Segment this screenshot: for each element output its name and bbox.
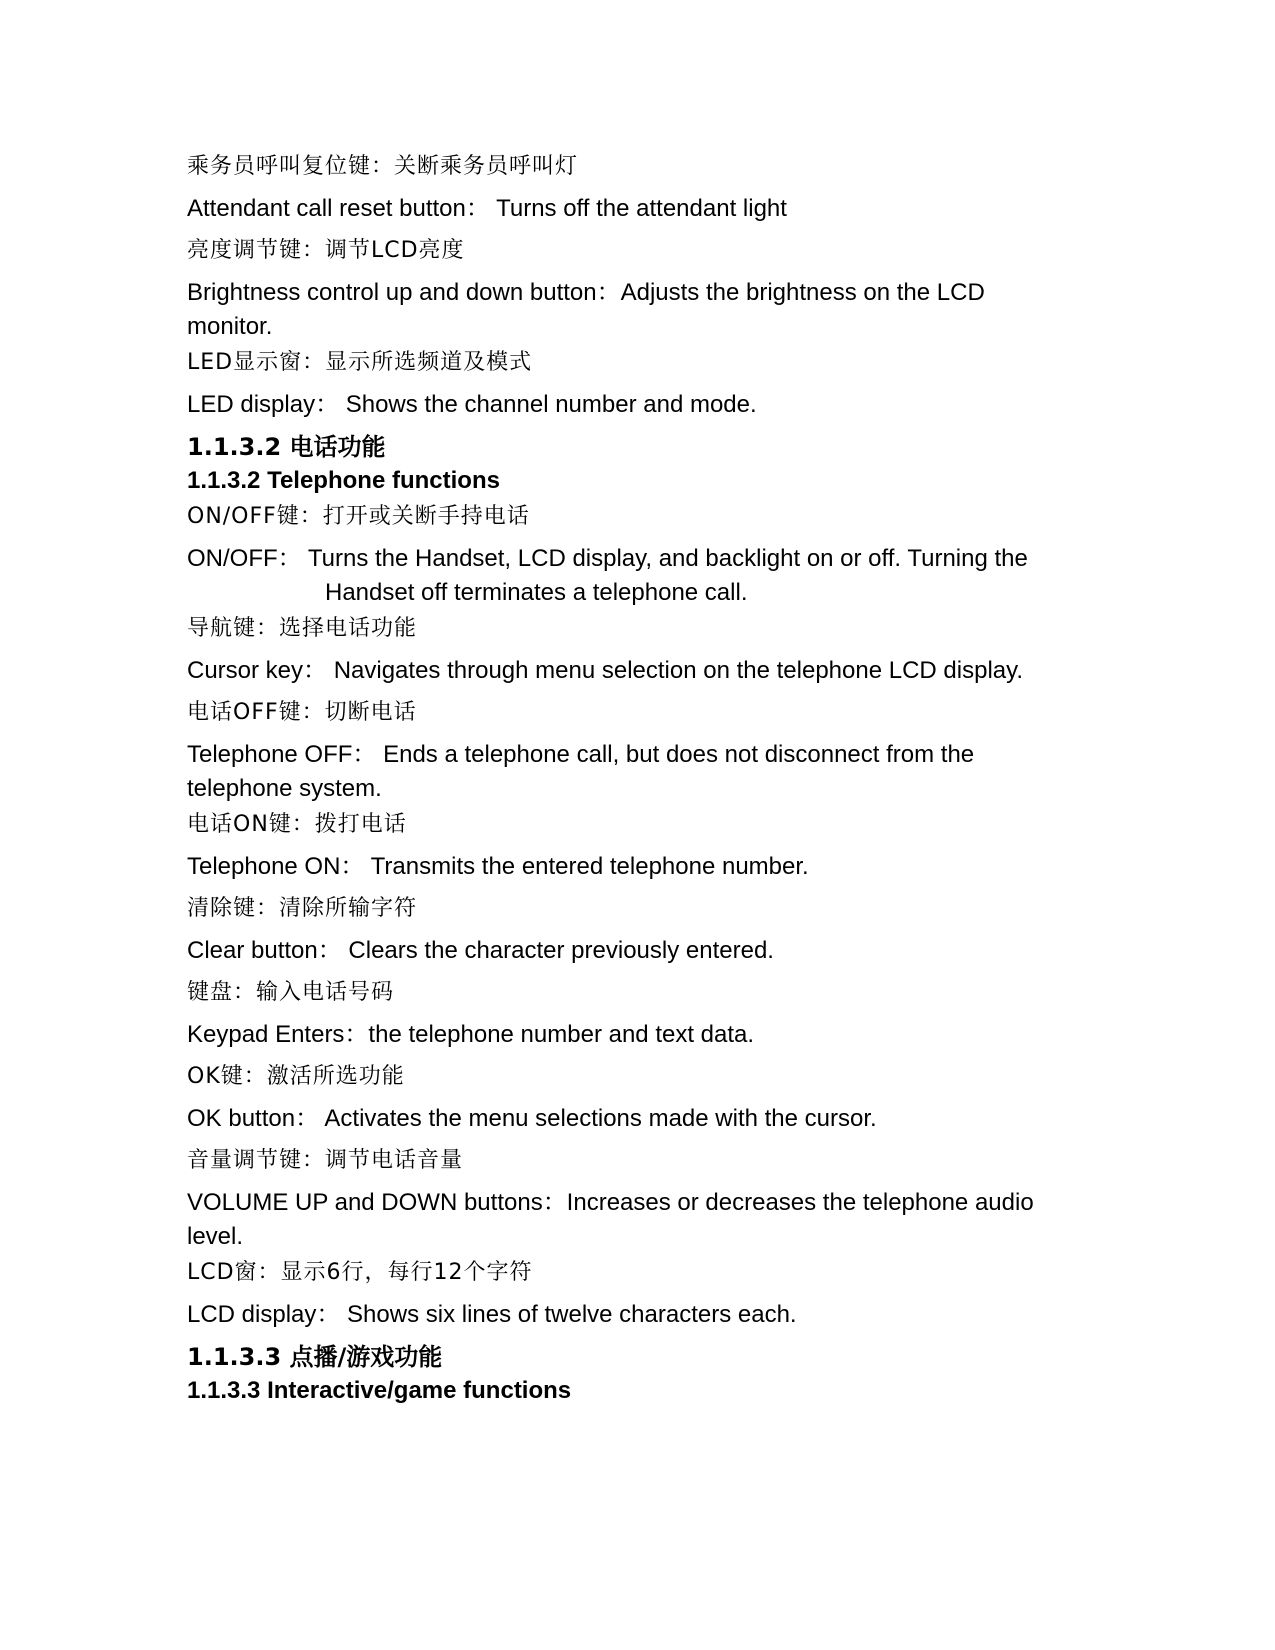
telephone-off-en-line1: Telephone OFF： Ends a telephone call, but does not disconnect from the: [187, 741, 975, 768]
section-heading-1133-en: 1.1.3.3 Interactive/game functions: [187, 1377, 572, 1404]
attendant-reset-zh: 乘务员呼叫复位键：关断乘务员呼叫灯: [187, 154, 579, 179]
lcd-display-zh: LCD窗：显示6行，每行12个字符: [187, 1260, 533, 1285]
cursor-key-en: Cursor key： Navigates through menu selection on the telephone LCD display.: [187, 657, 1024, 684]
telephone-off-zh: 电话OFF键：切断电话: [187, 700, 417, 725]
section-heading-1132-zh: 1.1.3.2 电话功能: [187, 433, 386, 461]
volume-en-line1: VOLUME UP and DOWN buttons：Increases or decreases the telephone audio: [187, 1189, 1034, 1216]
brightness-en-line2: monitor.: [187, 313, 273, 340]
led-display-zh: LED显示窗：显示所选频道及模式: [187, 350, 533, 375]
led-display-en: LED display： Shows the channel number and mode.: [187, 391, 757, 418]
lcd-display-en: LCD display： Shows six lines of twelve characters each.: [187, 1301, 797, 1328]
onoff-en-line2: Handset off terminates a telephone call.: [325, 579, 748, 606]
section-heading-1133-zh: 1.1.3.3 点播/游戏功能: [187, 1343, 443, 1371]
clear-button-en: Clear button： Clears the character previously entered.: [187, 937, 774, 964]
keypad-zh: 键盘：输入电话号码: [187, 980, 395, 1005]
cursor-key-zh: 导航键：选择电话功能: [187, 616, 418, 641]
attendant-reset-en: Attendant call reset button： Turns off the attendant light: [187, 195, 787, 222]
volume-en-line2: level.: [187, 1223, 244, 1250]
section-heading-1132-en: 1.1.3.2 Telephone functions: [187, 467, 500, 494]
clear-button-zh: 清除键：清除所输字符: [187, 896, 418, 921]
brightness-en-line1: Brightness control up and down button：Adjusts the brightness on the LCD: [187, 279, 985, 306]
brightness-zh: 亮度调节键：调节LCD亮度: [187, 238, 465, 263]
telephone-off-en-line2: telephone system.: [187, 775, 382, 802]
volume-zh: 音量调节键：调节电话音量: [187, 1148, 464, 1173]
onoff-en-line1: ON/OFF： Turns the Handset, LCD display, and backlight on or off. Turning the: [187, 545, 1028, 572]
keypad-en: Keypad Enters：the telephone number and text data.: [187, 1021, 755, 1048]
telephone-on-en: Telephone ON： Transmits the entered telephone number.: [187, 853, 809, 880]
telephone-on-zh: 电话ON键：拨打电话: [187, 812, 407, 837]
ok-button-en: OK button： Activates the menu selections made with the cursor.: [187, 1105, 877, 1132]
ok-button-zh: OK键：激活所选功能: [187, 1064, 405, 1089]
onoff-zh: ON/OFF键：打开或关断手持电话: [187, 504, 530, 529]
